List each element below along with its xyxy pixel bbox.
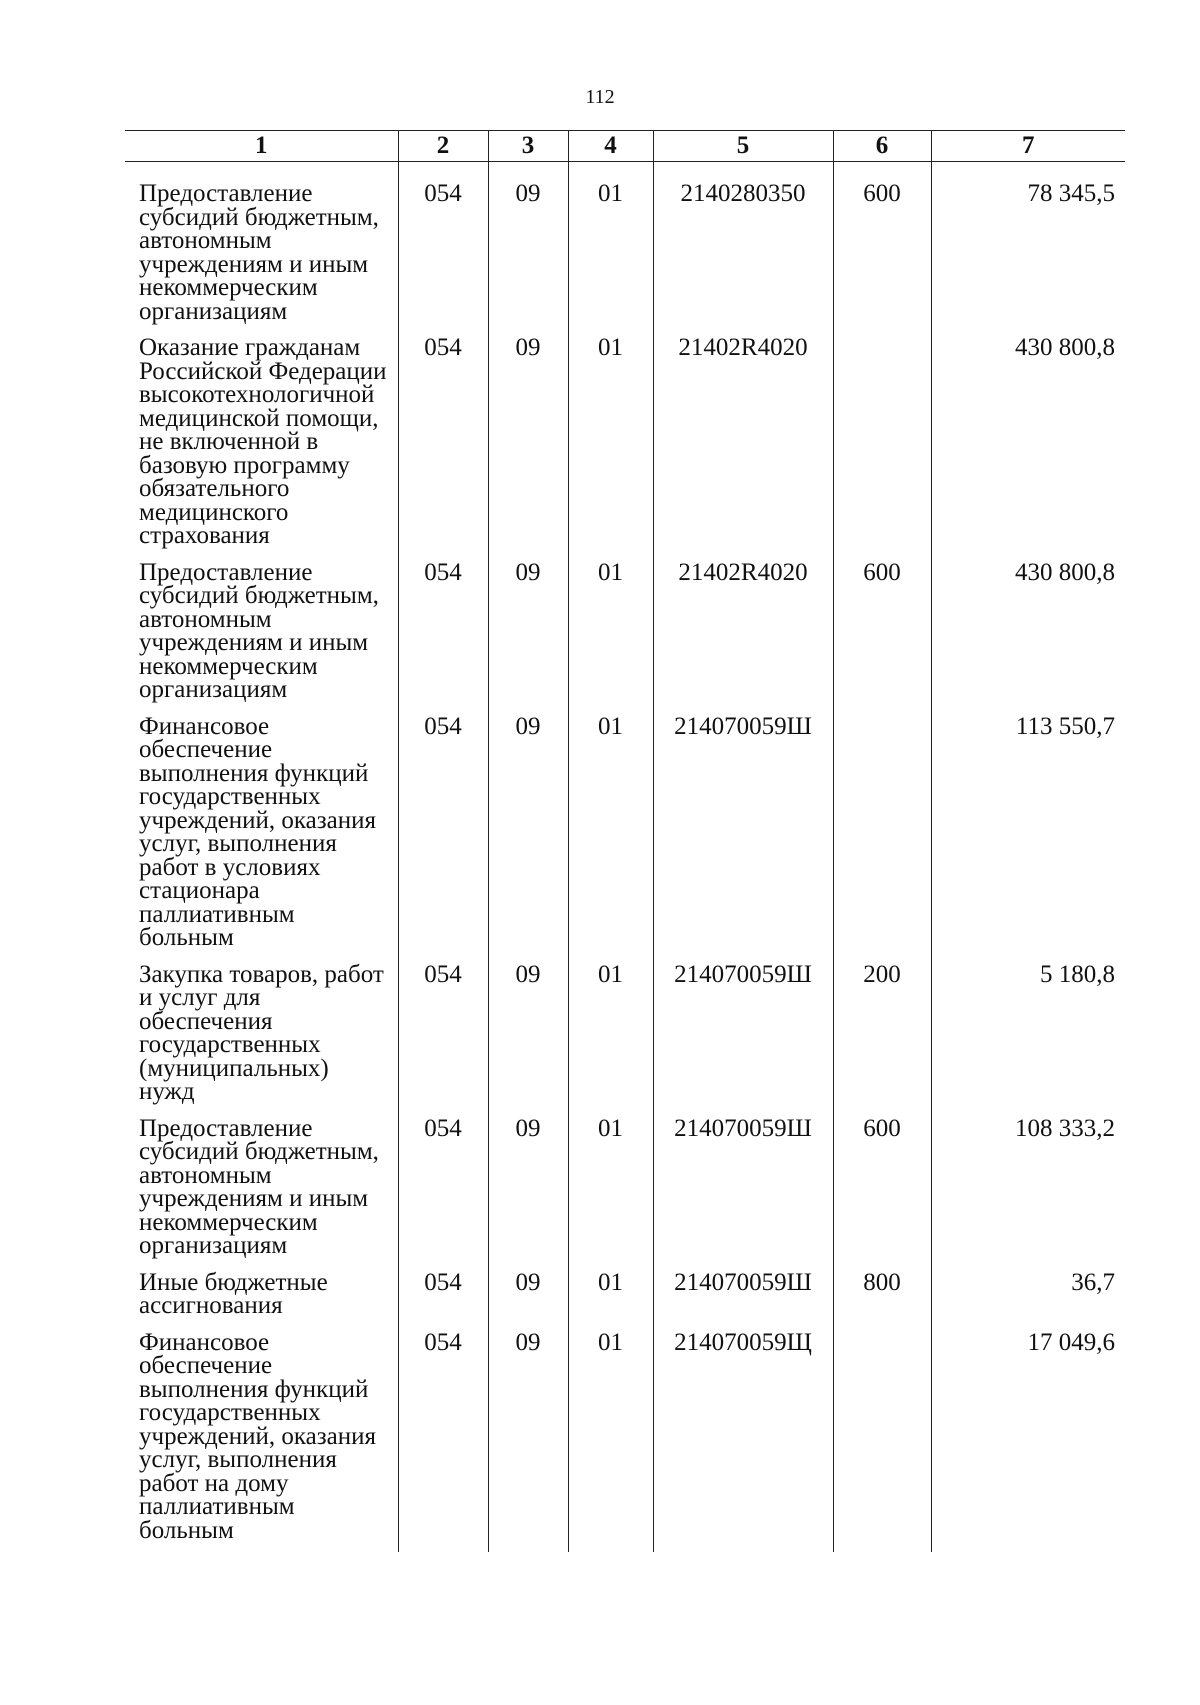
budget-table [125, 130, 1125, 1552]
row-subsection-code: 01 [568, 963, 653, 1117]
row-target-article: 214070059Щ [653, 1331, 833, 1553]
row-subsection-code: 01 [568, 1117, 653, 1271]
row-section-code: 09 [488, 1117, 568, 1271]
row-description: Иные бюджетные ассигнования [125, 1271, 398, 1331]
row-target-article: 214070059Ш [653, 1117, 833, 1271]
row-ministry-code: 054 [398, 1331, 488, 1553]
row-description: Предоставление субсидий бюджетным, автономным учреждениям и иным некоммерческим организациям [125, 162, 398, 337]
row-description: Оказание гражданам Российской Федерации высокотехнологичной медицинской помощи, не включенной в базовую программу обязательного медицинского страхования [125, 336, 398, 561]
row-description: Закупка товаров, работ и услуг для обеспечения государственных (муниципальных) нужд [125, 963, 398, 1117]
row-subsection-code: 01 [568, 336, 653, 561]
column-header-6: 6 [833, 131, 931, 162]
row-subsection-code: 01 [568, 715, 653, 963]
page-number: 112 [585, 86, 615, 108]
row-section-code: 09 [488, 715, 568, 963]
row-expense-type: 600 [833, 162, 931, 337]
table-row [125, 1271, 1125, 1331]
row-expense-type [833, 715, 931, 963]
row-ministry-code: 054 [398, 715, 488, 963]
table-row [125, 715, 1125, 963]
row-subsection-code: 01 [568, 162, 653, 337]
column-header-3: 3 [488, 131, 568, 162]
row-ministry-code: 054 [398, 162, 488, 337]
row-target-article: 2140280350 [653, 162, 833, 337]
row-ministry-code: 054 [398, 963, 488, 1117]
column-header-2: 2 [398, 131, 488, 162]
table-row [125, 1117, 1125, 1271]
row-section-code: 09 [488, 162, 568, 337]
row-expense-type [833, 336, 931, 561]
column-header-4: 4 [568, 131, 653, 162]
row-section-code: 09 [488, 336, 568, 561]
row-section-code: 09 [488, 1331, 568, 1553]
row-target-article: 214070059Ш [653, 715, 833, 963]
row-subsection-code: 01 [568, 1271, 653, 1331]
row-target-article: 214070059Ш [653, 1271, 833, 1331]
row-expense-type: 600 [833, 561, 931, 715]
row-amount: 113 550,7 [1015, 712, 1115, 740]
column-header-7: 7 [931, 131, 1125, 162]
row-expense-type: 800 [833, 1271, 931, 1331]
row-description: Предоставление субсидий бюджетным, автономным учреждениям и иным некоммерческим организациям [125, 1117, 398, 1271]
row-section-code: 09 [488, 963, 568, 1117]
table-row [125, 963, 1125, 1117]
row-expense-type: 600 [833, 1117, 931, 1271]
column-header-5: 5 [653, 131, 833, 162]
table-header-row [125, 131, 1125, 162]
row-ministry-code: 054 [398, 1117, 488, 1271]
row-amount: 430 800,8 [1015, 558, 1115, 586]
row-expense-type: 200 [833, 963, 931, 1117]
row-amount: 430 800,8 [1015, 334, 1115, 361]
row-description: Финансовое обеспечение выполнения функций государственных учреждений, оказания услуг, выполнения работ в условиях стационара паллиативным больным [125, 715, 398, 963]
row-amount: 17 049,6 [1027, 1328, 1115, 1356]
row-amount: 5 180,8 [1040, 960, 1115, 988]
row-ministry-code: 054 [398, 1271, 488, 1331]
row-target-article: 21402R4020 [653, 561, 833, 715]
table-row [125, 1331, 1125, 1553]
row-description: Финансовое обеспечение выполнения функций государственных учреждений, оказания услуг, выполнения работ на дому паллиативным больным [125, 1331, 398, 1553]
row-target-article: 21402R4020 [653, 336, 833, 561]
row-ministry-code: 054 [398, 561, 488, 715]
row-expense-type [833, 1331, 931, 1553]
row-section-code: 09 [488, 561, 568, 715]
row-subsection-code: 01 [568, 1331, 653, 1553]
row-target-article: 214070059Ш [653, 963, 833, 1117]
row-section-code: 09 [488, 1271, 568, 1331]
row-amount: 36,7 [1071, 1268, 1115, 1296]
column-header-1: 1 [125, 131, 398, 162]
row-amount: 108 333,2 [1015, 1114, 1115, 1142]
row-description: Предоставление субсидий бюджетным, автономным учреждениям и иным некоммерческим организациям [125, 561, 398, 715]
table-row [125, 336, 1125, 561]
table-row [125, 561, 1125, 715]
table-row [125, 162, 1125, 337]
row-subsection-code: 01 [568, 561, 653, 715]
row-ministry-code: 054 [398, 336, 488, 561]
row-amount: 78 345,5 [1027, 180, 1115, 207]
